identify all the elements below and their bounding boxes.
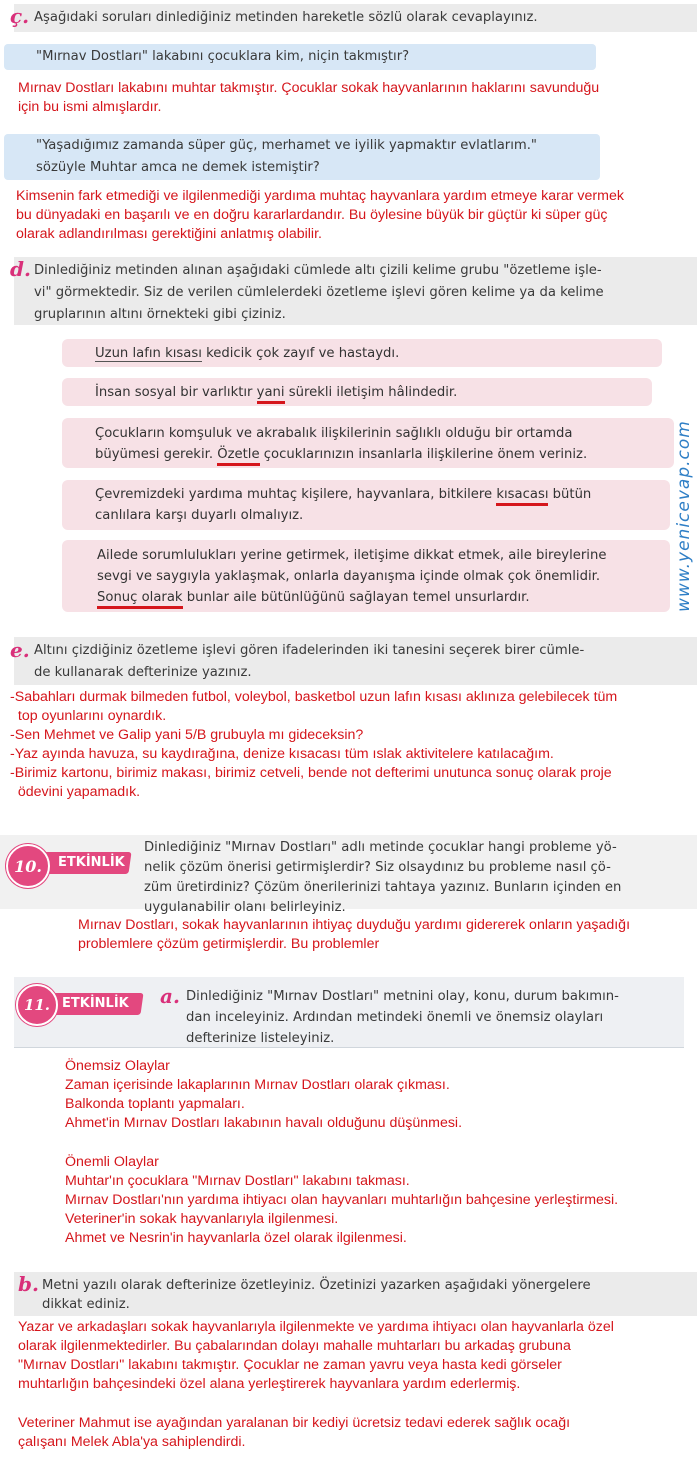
activity-11-answer-line-7: Muhtar'ın çocuklara "Mırnav Dostları" lakabını takması.	[65, 1173, 410, 1189]
sentence-5-line-3: Sonuç olarak bunlar aile bütünlüğünü sağlayan temel unsurlardır.	[97, 587, 530, 608]
activity-11-text-line-1: Dinlediğiniz "Mırnav Dostları" metnini olay, konu, durum bakımın-	[186, 989, 619, 1004]
section-e-answer-1: -Sabahları durmak bilmeden futbol, voleybol, basketbol uzun lafın kısası aklınıza gelebilecek tüm	[10, 689, 618, 705]
activity-10-badge-label: ETKİNLİK	[58, 855, 125, 870]
answer-2-line-1: Kimsenin fark etmediği ve ilgilenmediği yardıma muhtaç hayvanlara yardım etmeye karar vermek	[16, 188, 624, 204]
sentence-2: İnsan sosyal bir varlıktır yani sürekli iletişim hâlindedir.	[95, 382, 457, 403]
sentence-5-line-1: Ailede sorumlulukları yerine getirmek, iletişime dikkat etmek, aile bireylerine	[97, 548, 607, 563]
section-b-answer-line-1: Yazar ve arkadaşları sokak hayvanlarıyla ilgilenmekte ve yardıma ihtiyacı olan hayvanlarla özel	[18, 1319, 614, 1335]
activity-11-text-line-3: defterinize listeleyiniz.	[186, 1031, 335, 1046]
section-d-letter: d.	[10, 257, 31, 281]
section-e-answer-4: -Yaz ayında havuza, su kaydırağına, denize kısacası tüm ıslak aktivitelere katılacağım.	[10, 746, 554, 762]
sentence-4-line-2: canlılara karşı duyarlı olmalıyız.	[95, 508, 304, 523]
activity-11-answer-line-4: Ahmet'in Mırnav Dostları lakabının havalı olduğunu düşünmesi.	[65, 1115, 463, 1131]
section-b-instruction-line-1: Metni yazılı olarak defterinize özetleyiniz. Özetinizi yazarken aşağıdaki yönergelere	[42, 1278, 591, 1293]
sentence-1-underlined: Uzun lafın kısası	[95, 346, 202, 361]
question-2-line-2: sözüyle Muhtar amca ne demek istemiştir?	[36, 160, 320, 175]
section-d-instruction-line-2: vi" görmektedir. Siz de verilen cümlelerdeki özetleme işlevi gören kelime ya da kelime	[34, 285, 604, 300]
activity-10-text-line-4: uygulanabilir olanı belirleyiniz.	[144, 900, 346, 915]
answer-1-line-2: için bu ismi almışlardır.	[18, 99, 162, 115]
section-e-instruction-line-1: Altını çizdiğiniz özetleme işlevi gören ifadelerinden iki tanesini seçerek birer cümle-	[34, 643, 585, 658]
activity-10-text-line-3: züm üretirdiniz? Çözüm önerilerinizi tahtaya yazınız. Bunların içinden en	[144, 880, 622, 895]
activity-10-answer-line-2: problemlere çözüm getirmişlerdir. Bu problemler	[78, 936, 380, 952]
activity-11-answer-line-2: Zaman içerisinde lakaplarının Mırnav Dostları olarak çıkması.	[65, 1077, 450, 1093]
activity-11-answer-line-6: Önemli Olaylar	[65, 1154, 159, 1170]
sentence-3-underlined: Özetle	[217, 447, 259, 466]
section-d-instruction-line-3: gruplarının altını örnekteki gibi çiziniz.	[34, 307, 286, 322]
activity-11-answer-line-1: Önemsiz Olaylar	[65, 1058, 170, 1074]
activity-10-number: 10.	[6, 844, 50, 888]
activity-10-text-line-1: Dinlediğiniz "Mırnav Dostları" adlı metinde çocuklar hangi probleme yö-	[144, 840, 617, 855]
activity-11-letter: a.	[160, 984, 180, 1008]
watermark: www.yenicevap.com	[674, 420, 694, 612]
section-d-instruction-line-1: Dinlediğiniz metinden alınan aşağıdaki cümlede altı çizili kelime grubu "özetleme işle-	[34, 263, 602, 278]
sentence-1-rest: kedicik çok zayıf ve hastaydı.	[201, 346, 400, 361]
section-c-instruction: Aşağıdaki soruları dinlediğiniz metinden hareketle sözlü olarak cevaplayınız.	[34, 10, 538, 25]
activity-11-answer-line-9: Veteriner'in sokak hayvanlarıyla ilgilenmesi.	[65, 1211, 339, 1227]
sentence-5-underlined: Sonuç olarak	[97, 590, 183, 609]
section-b-answer-line-6: Veteriner Mahmut ise ayağından yaralanan bir kediyi ücretsiz tedavi ederek sağlık ocağı	[18, 1415, 571, 1431]
activity-11-answer-line-3: Balkonda toplantı yapmaları.	[65, 1096, 245, 1112]
question-2-line-1: "Yaşadığımız zamanda süper güç, merhamet ve iyilik yapmaktır evlatlarım."	[36, 138, 538, 153]
section-b-answer-line-4: muhtarlığın bahçesindeki özel alana yerleştirerek hayvanlara yardım ederlermiş.	[18, 1376, 521, 1392]
section-e-letter: e.	[10, 638, 30, 662]
sentence-1	[95, 343, 399, 364]
sentence-3-line-2: büyümesi gerekir. Özetle çocuklarınızın insanlarla ilişkilerine önem veriniz.	[95, 444, 587, 465]
section-b-answer-line-2: olarak ilgilenmektedirler. Bu çabalarından dolayı mahalle muhtarları bu arkadaş grubuna	[18, 1338, 571, 1354]
section-b-answer-line-7: çalışanı Melek Abla'ya sahiplendirdi.	[18, 1434, 246, 1450]
activity-11-text-line-2: dan inceleyiniz. Ardından metindeki önemli ve önemsiz olayları	[186, 1010, 604, 1025]
section-e-instruction-line-2: de kullanarak defterinize yazınız.	[34, 665, 252, 680]
answer-2-line-2: bu dünyadaki en başarılı ve en doğru kararlardandır. Bu öylesine büyük bir güçtür ki süper güç	[16, 207, 608, 223]
activity-11-number: 11.	[16, 984, 58, 1026]
answer-1-line-1: Mırnav Dostları lakabını muhtar takmıştır. Çocuklar sokak hayvanlarının haklarını savunduğu	[18, 80, 600, 96]
section-e-answer-5: -Birimiz kartonu, birimiz makası, birimiz cetveli, bende not defterimi unutunca sonuç olarak proje	[10, 765, 612, 781]
activity-11-answer-line-8: Mırnav Dostları'nın yardıma ihtiyacı olan hayvanları muhtarlığın bahçesine yerleştirmesi.	[65, 1192, 619, 1208]
activity-11-badge-label: ETKİNLİK	[62, 996, 129, 1011]
question-1: "Mırnav Dostları" lakabını çocuklara kim, niçin takmıştır?	[36, 49, 410, 64]
sentence-2-underlined: yani	[257, 385, 285, 404]
sentence-3-line-1: Çocukların komşuluk ve akrabalık ilişkilerinin sağlıklı olduğu bir ortamda	[95, 426, 573, 441]
sentence-4-underlined: kısacası	[496, 487, 548, 506]
section-b-instruction-line-2: dikkat ediniz.	[42, 1297, 130, 1312]
activity-10-answer-line-1: Mırnav Dostları, sokak hayvanlarının ihtiyaç duyduğu yardımı gidererek onların yaşadığı	[78, 917, 631, 933]
section-b-letter: b.	[18, 1272, 39, 1296]
section-e-answer-2: top oyunlarını oynardık.	[10, 708, 167, 724]
answer-2-line-3: olarak adlandırılması gerektiğini anlatmış olabilir.	[16, 226, 322, 242]
activity-11-answer-line-10: Ahmet ve Nesrin'in hayvanlarla özel olarak ilgilenmesi.	[65, 1230, 407, 1246]
sentence-5-line-2: sevgi ve saygıyla yaklaşmak, onlarla dayanışma içinde olmak çok önemlidir.	[97, 569, 601, 584]
section-e-answer-3: -Sen Mehmet ve Galip yani 5/B grubuyla mı gideceksin?	[10, 727, 364, 743]
sentence-4-line-1: Çevremizdeki yardıma muhtaç kişilere, hayvanlara, bitkilere kısacası bütün	[95, 484, 591, 505]
section-c-letter: ç.	[10, 4, 30, 28]
section-b-answer-line-3: "Mırnav Dostları" lakabını takmıştır. Çocuklar ne zaman yavru veya hasta kedi görseler	[18, 1357, 562, 1373]
activity-10-text-line-2: nelik çözüm önerisi getirmişlerdir? Siz olsaydınız bu probleme nasıl çö-	[144, 860, 611, 875]
section-e-answer-6: ödevini yapamadık.	[10, 784, 141, 800]
